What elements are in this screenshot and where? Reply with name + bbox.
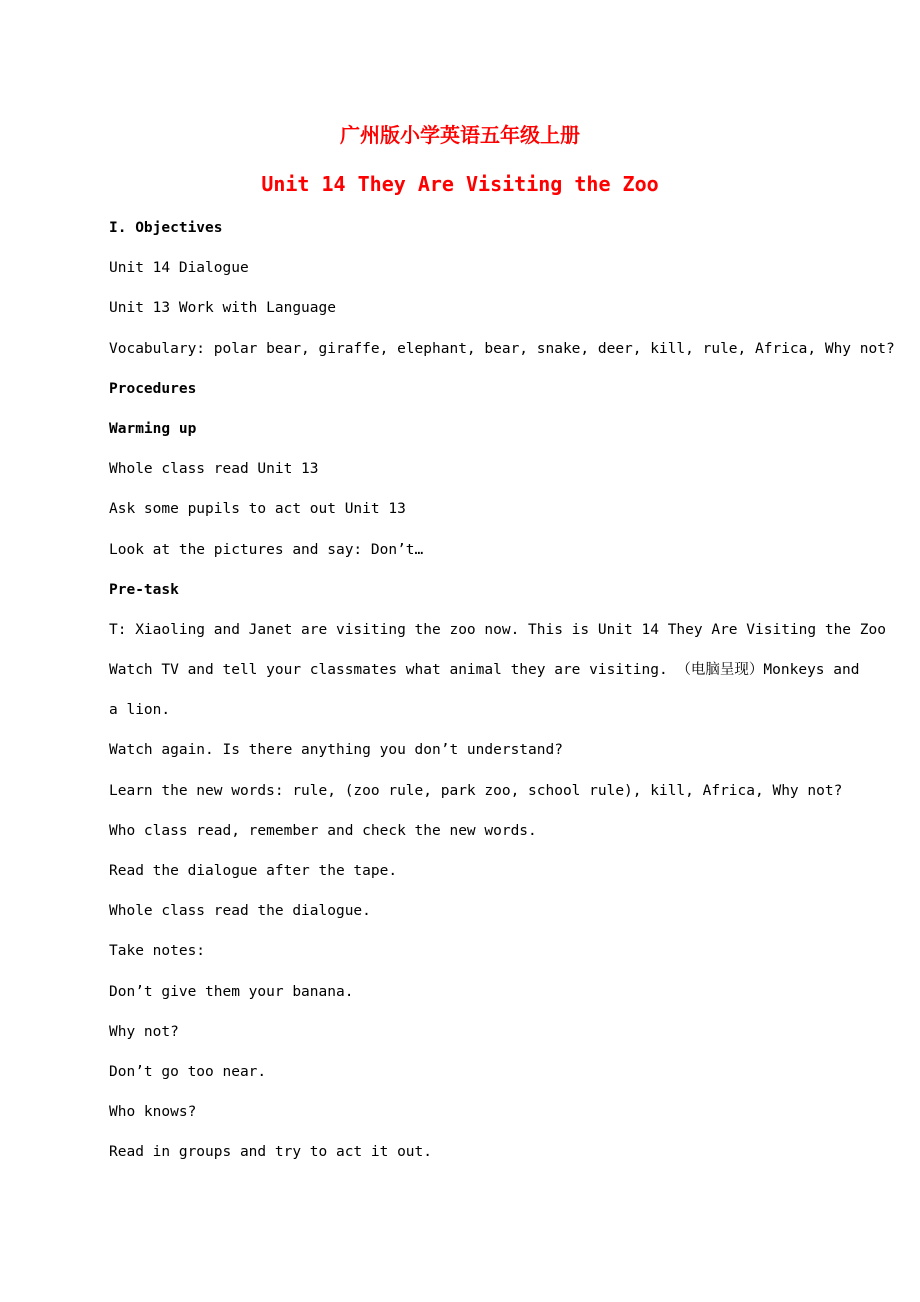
procedure-line: Look at the pictures and say: Don’t…	[109, 541, 424, 558]
procedure-line: a lion.	[109, 702, 171, 719]
procedure-line: T: Xiaoling and Janet are visiting the zoo now. This is Unit 14 They Are Visiting the Zoo	[109, 621, 886, 638]
procedure-line: Watch again. Is there anything you don’t understand?	[109, 742, 563, 759]
section-heading-procedures: Procedures	[109, 380, 197, 397]
document-title-chinese: 广州版小学英语五年级上册	[340, 123, 580, 147]
note-line: Don’t go too near.	[109, 1063, 267, 1080]
procedure-line: Read in groups and try to act it out.	[109, 1144, 433, 1161]
section-heading-pre-task: Pre-task	[109, 581, 179, 598]
note-line: Don’t give them your banana.	[109, 983, 354, 1000]
objective-line: Unit 13 Work with Language	[109, 300, 336, 317]
procedure-line: Who class read, remember and check the new words.	[109, 822, 537, 839]
note-line: Why not?	[109, 1023, 179, 1040]
procedure-line: Ask some pupils to act out Unit 13	[109, 501, 406, 518]
document-body	[109, 212, 895, 1177]
procedure-line: Watch TV and tell your classmates what animal they are visiting. （电脑呈现）Monkeys and	[109, 662, 860, 679]
section-heading-objectives: I. Objectives	[109, 220, 223, 236]
vocabulary-line: Vocabulary: polar bear, giraffe, elephant, bear, snake, deer, kill, rule, Africa, Why not?	[109, 340, 895, 357]
procedure-line: Learn the new words: rule, (zoo rule, park zoo, school rule), kill, Africa, Why not?	[109, 782, 843, 799]
section-heading-warming-up: Warming up	[109, 420, 197, 437]
procedure-line: Whole class read Unit 13	[109, 461, 319, 478]
note-line: Who knows?	[109, 1104, 197, 1121]
procedure-line: Whole class read the dialogue.	[109, 903, 371, 920]
objective-line: Unit 14 Dialogue	[109, 260, 249, 277]
procedure-line: Take notes:	[109, 943, 206, 960]
document-title-english: Unit 14 They Are Visiting the Zoo	[261, 172, 659, 196]
procedure-line: Read the dialogue after the tape.	[109, 863, 398, 879]
